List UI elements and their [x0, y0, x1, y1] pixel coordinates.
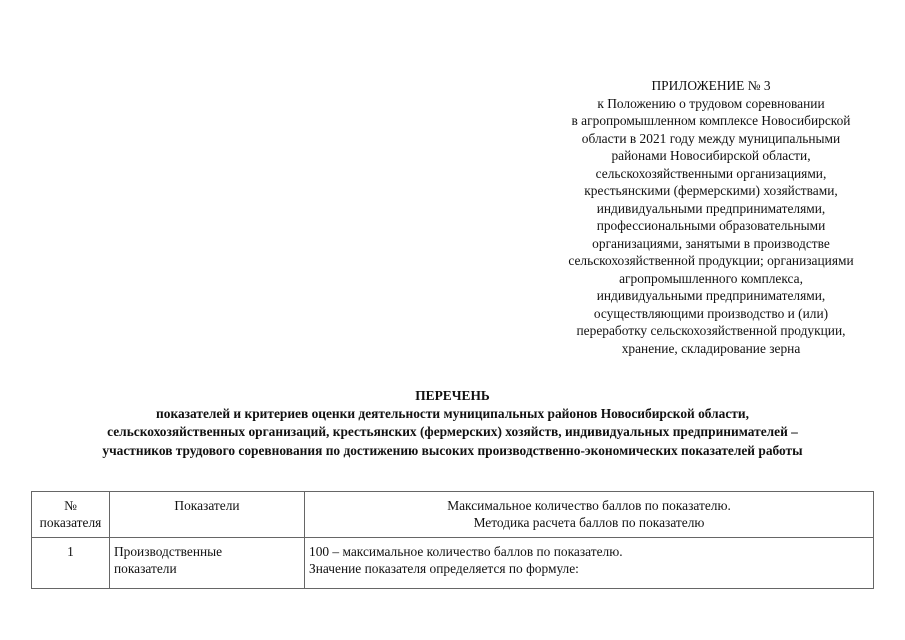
header-method-line: Методика расчета баллов по показателю — [473, 515, 705, 530]
appendix-line: организациями, занятыми в производстве — [592, 235, 830, 251]
row-indicator-cell — [110, 538, 305, 589]
header-cell-number — [32, 492, 110, 538]
header-cell-method — [305, 492, 874, 538]
table-row — [32, 538, 874, 589]
row-method-cell — [305, 538, 874, 589]
criteria-table — [31, 491, 874, 589]
header-cell-indicators — [110, 492, 305, 538]
row-indicator-line: показатели — [114, 561, 177, 576]
row-method-line: 100 – максимальное количество баллов по показателю. — [309, 544, 623, 559]
appendix-line: области в 2021 году между муниципальными — [581, 130, 841, 146]
row-method-line: Значение показателя определяется по формуле: — [309, 561, 579, 576]
appendix-line: крестьянскими (фермерскими) хозяйствами, — [584, 183, 838, 198]
appendix-line: профессиональными образовательными — [596, 218, 826, 233]
appendix-line: индивидуальными предпринимателями, — [596, 200, 826, 216]
header-number-label: показателя — [39, 515, 102, 530]
document-subtitle-line: участников трудового соревнования по достижению высоких производственно-экономических показателей работы — [102, 442, 803, 458]
appendix-line: осуществляющими производство и (или) — [593, 305, 829, 321]
document-subtitle-line: показателей и критериев оценки деятельности муниципальных районов Новосибирской области, — [156, 406, 749, 422]
table-header-row — [32, 492, 874, 538]
appendix-line: агропромышленного комплекса, — [619, 270, 803, 286]
appendix-line: сельскохозяйственными организациями, — [595, 165, 827, 181]
appendix-line: районами Новосибирской области, — [611, 148, 811, 163]
appendix-line: сельскохозяйственной продукции; организациями — [568, 253, 854, 268]
document-title: ПЕРЕЧЕНЬ — [415, 388, 490, 403]
row-number-cell — [32, 538, 110, 589]
appendix-line: хранение, складирование зерна — [621, 340, 801, 356]
appendix-line: к Положению о трудовом соревновании — [597, 95, 825, 111]
header-method-line: Максимальное количество баллов по показателю. — [447, 498, 731, 513]
appendix-title: ПРИЛОЖЕНИЕ № 3 — [651, 78, 771, 93]
header-indicators-label: Показатели — [174, 498, 240, 513]
appendix-block — [530, 77, 892, 357]
document-subtitle-line: сельскохозяйственных организаций, крестьянских (фермерских) хозяйств, индивидуальных предпринимателей – — [107, 424, 798, 440]
document-heading — [0, 387, 905, 460]
appendix-line: переработку сельскохозяйственной продукции, — [576, 323, 846, 338]
row-indicator-line: Производственные — [114, 544, 223, 559]
header-number-sign: № — [64, 498, 77, 513]
appendix-line: индивидуальными предпринимателями, — [596, 288, 826, 303]
row-number: 1 — [67, 544, 74, 559]
appendix-line: в агропромышленном комплексе Новосибирской — [571, 113, 851, 128]
